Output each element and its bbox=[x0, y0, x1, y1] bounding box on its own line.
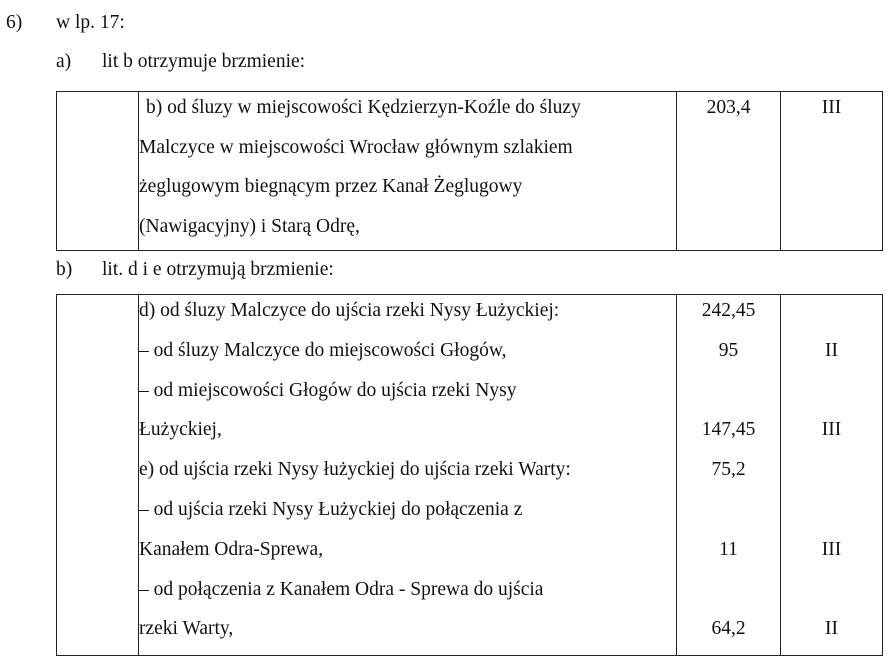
length-value: 203,4 bbox=[706, 97, 751, 118]
table-row bbox=[57, 295, 883, 656]
point-b-label: b) bbox=[56, 259, 73, 280]
description-cell bbox=[139, 295, 677, 656]
description-line: (Nawigacyjny) i Starą Odrę, bbox=[139, 215, 360, 237]
length-value: 11 bbox=[719, 538, 738, 560]
point-a-text: lit b otrzymuje brzmienie: bbox=[102, 51, 306, 72]
class-value bbox=[781, 570, 882, 610]
description-cell bbox=[139, 92, 677, 251]
class-value: III bbox=[821, 538, 842, 560]
empty-cell bbox=[57, 92, 139, 251]
length-cell bbox=[677, 295, 781, 656]
item-number: 6) bbox=[6, 12, 23, 33]
length-cell bbox=[677, 92, 781, 251]
class-value bbox=[781, 490, 882, 530]
empty-cell bbox=[57, 295, 139, 656]
description-line: Malczyce w miejscowości Wrocław głównym szlakiem bbox=[139, 136, 573, 158]
class-value: II bbox=[825, 618, 838, 640]
item-heading: w lp. 17: bbox=[56, 12, 125, 33]
description-line: – od śluzy Malczyce do miejscowości Głogów, bbox=[139, 339, 507, 361]
length-value: 95 bbox=[718, 339, 739, 361]
length-value bbox=[677, 570, 780, 610]
description-line: – od miejscowości Głogów do ujścia rzeki Nysy bbox=[139, 379, 517, 401]
description-line: żeglugowym biegnącym przez Kanał Żeglugowy bbox=[139, 176, 523, 197]
description-line: Kanałem Odra-Sprewa, bbox=[139, 538, 324, 560]
description-line: – od połączenia z Kanałem Odra - Sprewa do ujścia bbox=[139, 578, 544, 600]
class-value: II bbox=[825, 339, 838, 361]
length-value bbox=[677, 371, 780, 411]
description-line: – od ujścia rzeki Nysy Łużyckiej do połączenia z bbox=[139, 498, 523, 520]
point-a-label: a) bbox=[56, 51, 72, 72]
amendment-table-lit-b bbox=[56, 91, 883, 251]
length-value: 64,2 bbox=[711, 618, 746, 640]
class-value bbox=[781, 291, 882, 331]
table-row bbox=[57, 92, 883, 251]
class-value: III bbox=[821, 97, 842, 118]
length-value: 242,45 bbox=[701, 300, 756, 321]
class-cell bbox=[781, 295, 883, 656]
length-value: 147,45 bbox=[701, 419, 756, 441]
class-value bbox=[781, 450, 882, 490]
length-value: 75,2 bbox=[711, 459, 746, 481]
amendment-table-lit-d-e bbox=[56, 294, 883, 656]
description-line: Łużyckiej, bbox=[139, 419, 222, 441]
length-value bbox=[677, 490, 780, 530]
description-line: rzeki Warty, bbox=[139, 618, 234, 640]
description-line: e) od ujścia rzeki Nysy łużyckiej do ujścia rzeki Warty: bbox=[139, 459, 571, 481]
class-value bbox=[781, 371, 882, 411]
point-b-text: lit. d i e otrzymują brzmienie: bbox=[102, 259, 334, 280]
description-line: d) od śluzy Malczyce do ujścia rzeki Nysy Łużyckiej: bbox=[139, 300, 560, 321]
class-value: III bbox=[821, 419, 842, 441]
description-line: b) od śluzy w miejscowości Kędzierzyn-Koźle do śluzy bbox=[146, 97, 581, 118]
class-cell bbox=[781, 92, 883, 251]
